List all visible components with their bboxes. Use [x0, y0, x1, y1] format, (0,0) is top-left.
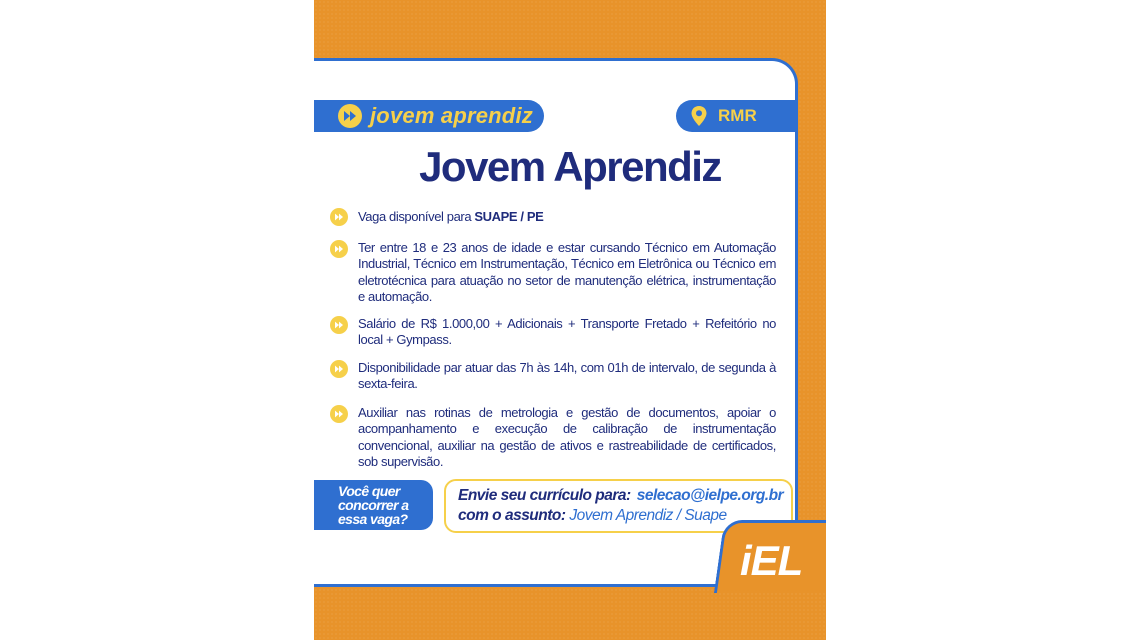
location-tag-label: RMR — [718, 106, 757, 125]
location-pin-icon — [690, 105, 708, 127]
list-item-text: Ter entre 18 e 23 anos de idade e estar cursando Técnico em Automação Industrial, Técnico em Instrumentação, Técnico em Eletrônica ou Técnico em eletrotécnica para atuação no setor de manutenção elétrica, instrumentação e automação. — [358, 240, 776, 304]
apply-question-badge — [314, 480, 433, 530]
list-item — [330, 240, 780, 305]
subject-label: com o assunto: — [458, 507, 566, 524]
list-item-text: Salário de R$ 1.000,00 + Adicionais + Transporte Fretado + Refeitório no local + Gympass. — [358, 316, 776, 348]
page-title: Jovem Aprendiz — [419, 143, 721, 190]
fast-forward-icon — [338, 104, 362, 128]
send-resume-label: Envie seu currículo para: — [458, 487, 631, 504]
subject-value: Jovem Aprendiz / Suape — [569, 507, 727, 524]
email-link[interactable]: selecao@ielpe.org.br — [636, 487, 784, 504]
list-item — [330, 208, 780, 226]
list-item-text: Vaga disponível para — [358, 209, 475, 224]
list-item-highlight: SUAPE / PE — [474, 209, 544, 224]
iel-logo: iEL — [740, 537, 803, 584]
fast-forward-icon — [330, 405, 348, 423]
list-item — [330, 405, 780, 470]
category-tag-label: jovem aprendiz — [370, 103, 533, 128]
fast-forward-icon — [330, 360, 348, 378]
list-item-text: Auxiliar nas rotinas de metrologia e gestão de documentos, apoiar o acompanhamento e execução de calibração de instrumentação convencional, auxiliar na gestão de ativos e rastreabilidade de certificados, sob supervisão. — [358, 405, 776, 469]
list-item — [330, 316, 780, 349]
location-tag — [676, 100, 796, 132]
job-poster — [314, 0, 826, 640]
fast-forward-icon — [330, 316, 348, 334]
fast-forward-icon — [330, 240, 348, 258]
list-item-text: Disponibilidade par atuar das 7h às 14h, com 01h de intervalo, de segunda à sexta-feira. — [358, 360, 776, 392]
category-tag — [314, 100, 544, 132]
fast-forward-icon — [330, 208, 348, 226]
apply-question-text: Você quer concorrer a essa vaga? — [338, 483, 409, 527]
list-item — [330, 360, 780, 393]
